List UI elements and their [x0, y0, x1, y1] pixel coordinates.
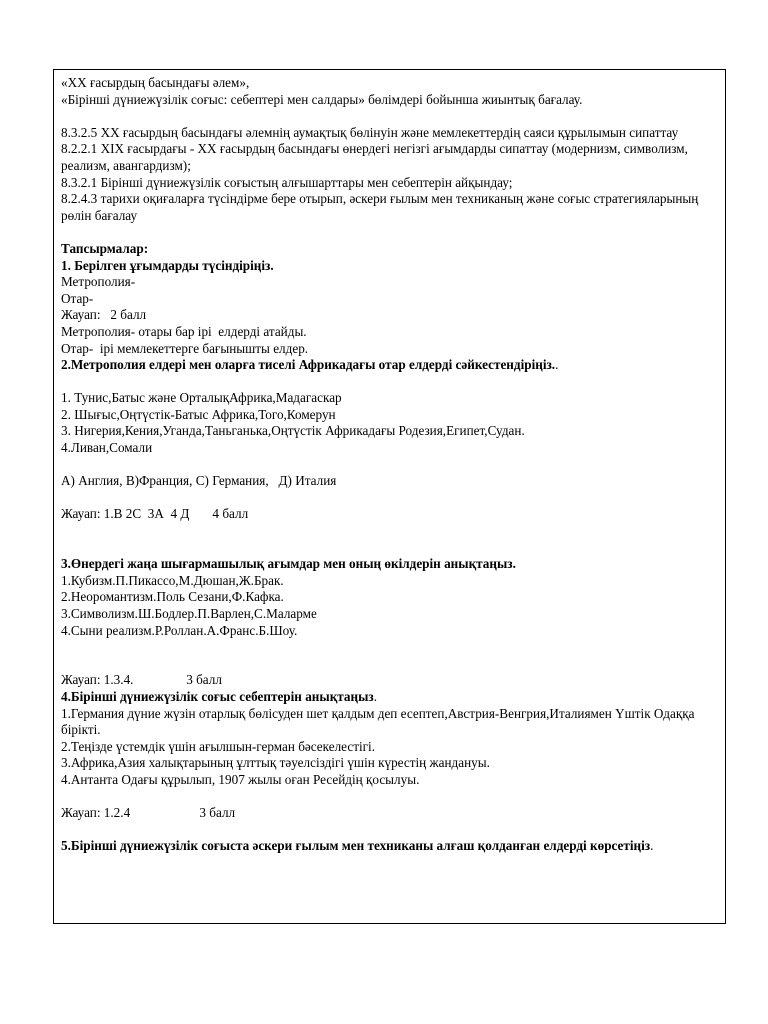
header-line-1: «XX ғасырдың басындағы әлем», — [61, 75, 250, 90]
task2-title-line — [61, 357, 721, 374]
task2-answer: Жауап: 1.В 2С 3А 4 Д 4 балл — [61, 506, 249, 522]
task2-title-suffix: . — [555, 357, 559, 373]
task5-title-suffix: . — [650, 838, 654, 854]
task1-title: 1. Берілген ұғымдарды түсіндіріңіз. — [61, 257, 274, 273]
objective-1: 8.3.2.5 XX ғасырдың басындағы әлемнің аумақтық бөлінуін және мемлекеттердің саяси құрылымын сипаттау — [61, 124, 679, 140]
task4-item-4: 4.Антанта Одағы құрылып, 1907 жылы оған Ресейдің қосылуы. — [61, 771, 420, 787]
objective-3: 8.3.2.1 Бірінші дүниежүзілік соғыстың алғышарттары мен себептерін айқындау; — [61, 174, 513, 190]
task1-term-2: Отар- — [61, 290, 94, 306]
header-line-2: «Бірінші дүниежүзілік соғыс: себептері мен салдары» бөлімдері бойынша жиынтық бағалау. — [61, 91, 583, 107]
task5-title: 5.Бірінші дүниежүзілік соғыста әскери ғылым мен техниканы алғаш қолданған елдерді көрсетіңіз — [61, 838, 651, 854]
task5-title-line — [61, 838, 721, 855]
task4-item-1: 1.Германия дүние жүзін отарлық бөлісуден шет қалдым деп есептеп,Австрия-Венгрия,Италиямен Үштік Одаққа бірікті. — [61, 705, 695, 738]
task3-item-3: 3.Символизм.Ш.Бодлер.П.Варлен,С.Маларме — [61, 606, 317, 621]
task2-item-2: 2. Шығыс,Оңтүстік-Батыс Африка,Того,Комерун — [61, 406, 336, 422]
document-frame — [53, 69, 726, 924]
task3-answer: Жауап: 1.3.4. 3 балл — [61, 672, 222, 688]
objective-4: 8.2.4.3 тарихи оқиғаларға түсіндірме бере отырып, әскери ғылым мен техниканың және соғыс стратегияларының рөлін бағалау — [61, 191, 699, 223]
task1-answer: Жауап: 2 балл — [61, 307, 147, 323]
task1-answer-line-2: Отар- ірі мемлекеттерге бағынышты елдер. — [61, 340, 309, 356]
task1-term-1: Метрополия- — [61, 274, 136, 290]
task4-title: 4.Бірінші дүниежүзілік соғыс себептерін анықтаңыз — [61, 688, 374, 704]
task3-item-4: 4.Сыни реализм.Р.Роллан.А.Франс.Б.Шоу. — [61, 622, 298, 638]
objective-2: 8.2.2.1 XIX ғасырдағы - XX ғасырдың басындағы өнердегі негізгі ағымдарды сипаттау (модернизм, символизм, реализм, авангардизм); — [61, 141, 688, 173]
task3-title: 3.Өнердегі жаңа шығармашылық ағымдар мен оның өкілдерін анықтаңыз. — [61, 556, 516, 572]
task4-answer: Жауап: 1.2.4 3 балл — [61, 805, 236, 821]
tasks-title: Тапсырмалар: — [61, 240, 149, 256]
task2-item-1: 1. Тунис,Батыс және ОрталықАфрика,Мадагаскар — [61, 390, 342, 406]
task3-item-2: 2.Неоромантизм.Поль Сезани,Ф.Кафка. — [61, 589, 284, 605]
document-content — [61, 75, 721, 855]
task4-item-2: 2.Теңізде үстемдік үшін ағылшын-герман бәсекелестігі. — [61, 738, 375, 754]
task1-answer-line-1: Метрополия- отары бар ірі елдерді атайды. — [61, 323, 307, 339]
task3-item-1: 1.Кубизм.П.Пикассо,М.Дюшан,Ж.Брак. — [61, 572, 284, 588]
task2-item-4: 4.Ливан,Сомали — [61, 440, 153, 456]
task4-item-3: 3.Африка,Азия халықтарының ұлттық тәуелсіздігі үшін күрестің жандануы. — [61, 755, 490, 771]
task4-title-line — [61, 689, 721, 706]
task4-title-suffix: . — [373, 688, 378, 704]
task2-options: А) Англия, В)Франция, С) Германия, Д) Италия — [61, 473, 337, 489]
task2-item-3: 3. Нигерия,Кения,Уганда,Таньганька,Оңтүстік Африкадағы Родезия,Египет,Судан. — [61, 423, 525, 439]
task2-title: 2.Метрополия елдері мен оларға тиселі Африкадағы отар елдерді сәйкестендіріңіз. — [61, 357, 556, 373]
